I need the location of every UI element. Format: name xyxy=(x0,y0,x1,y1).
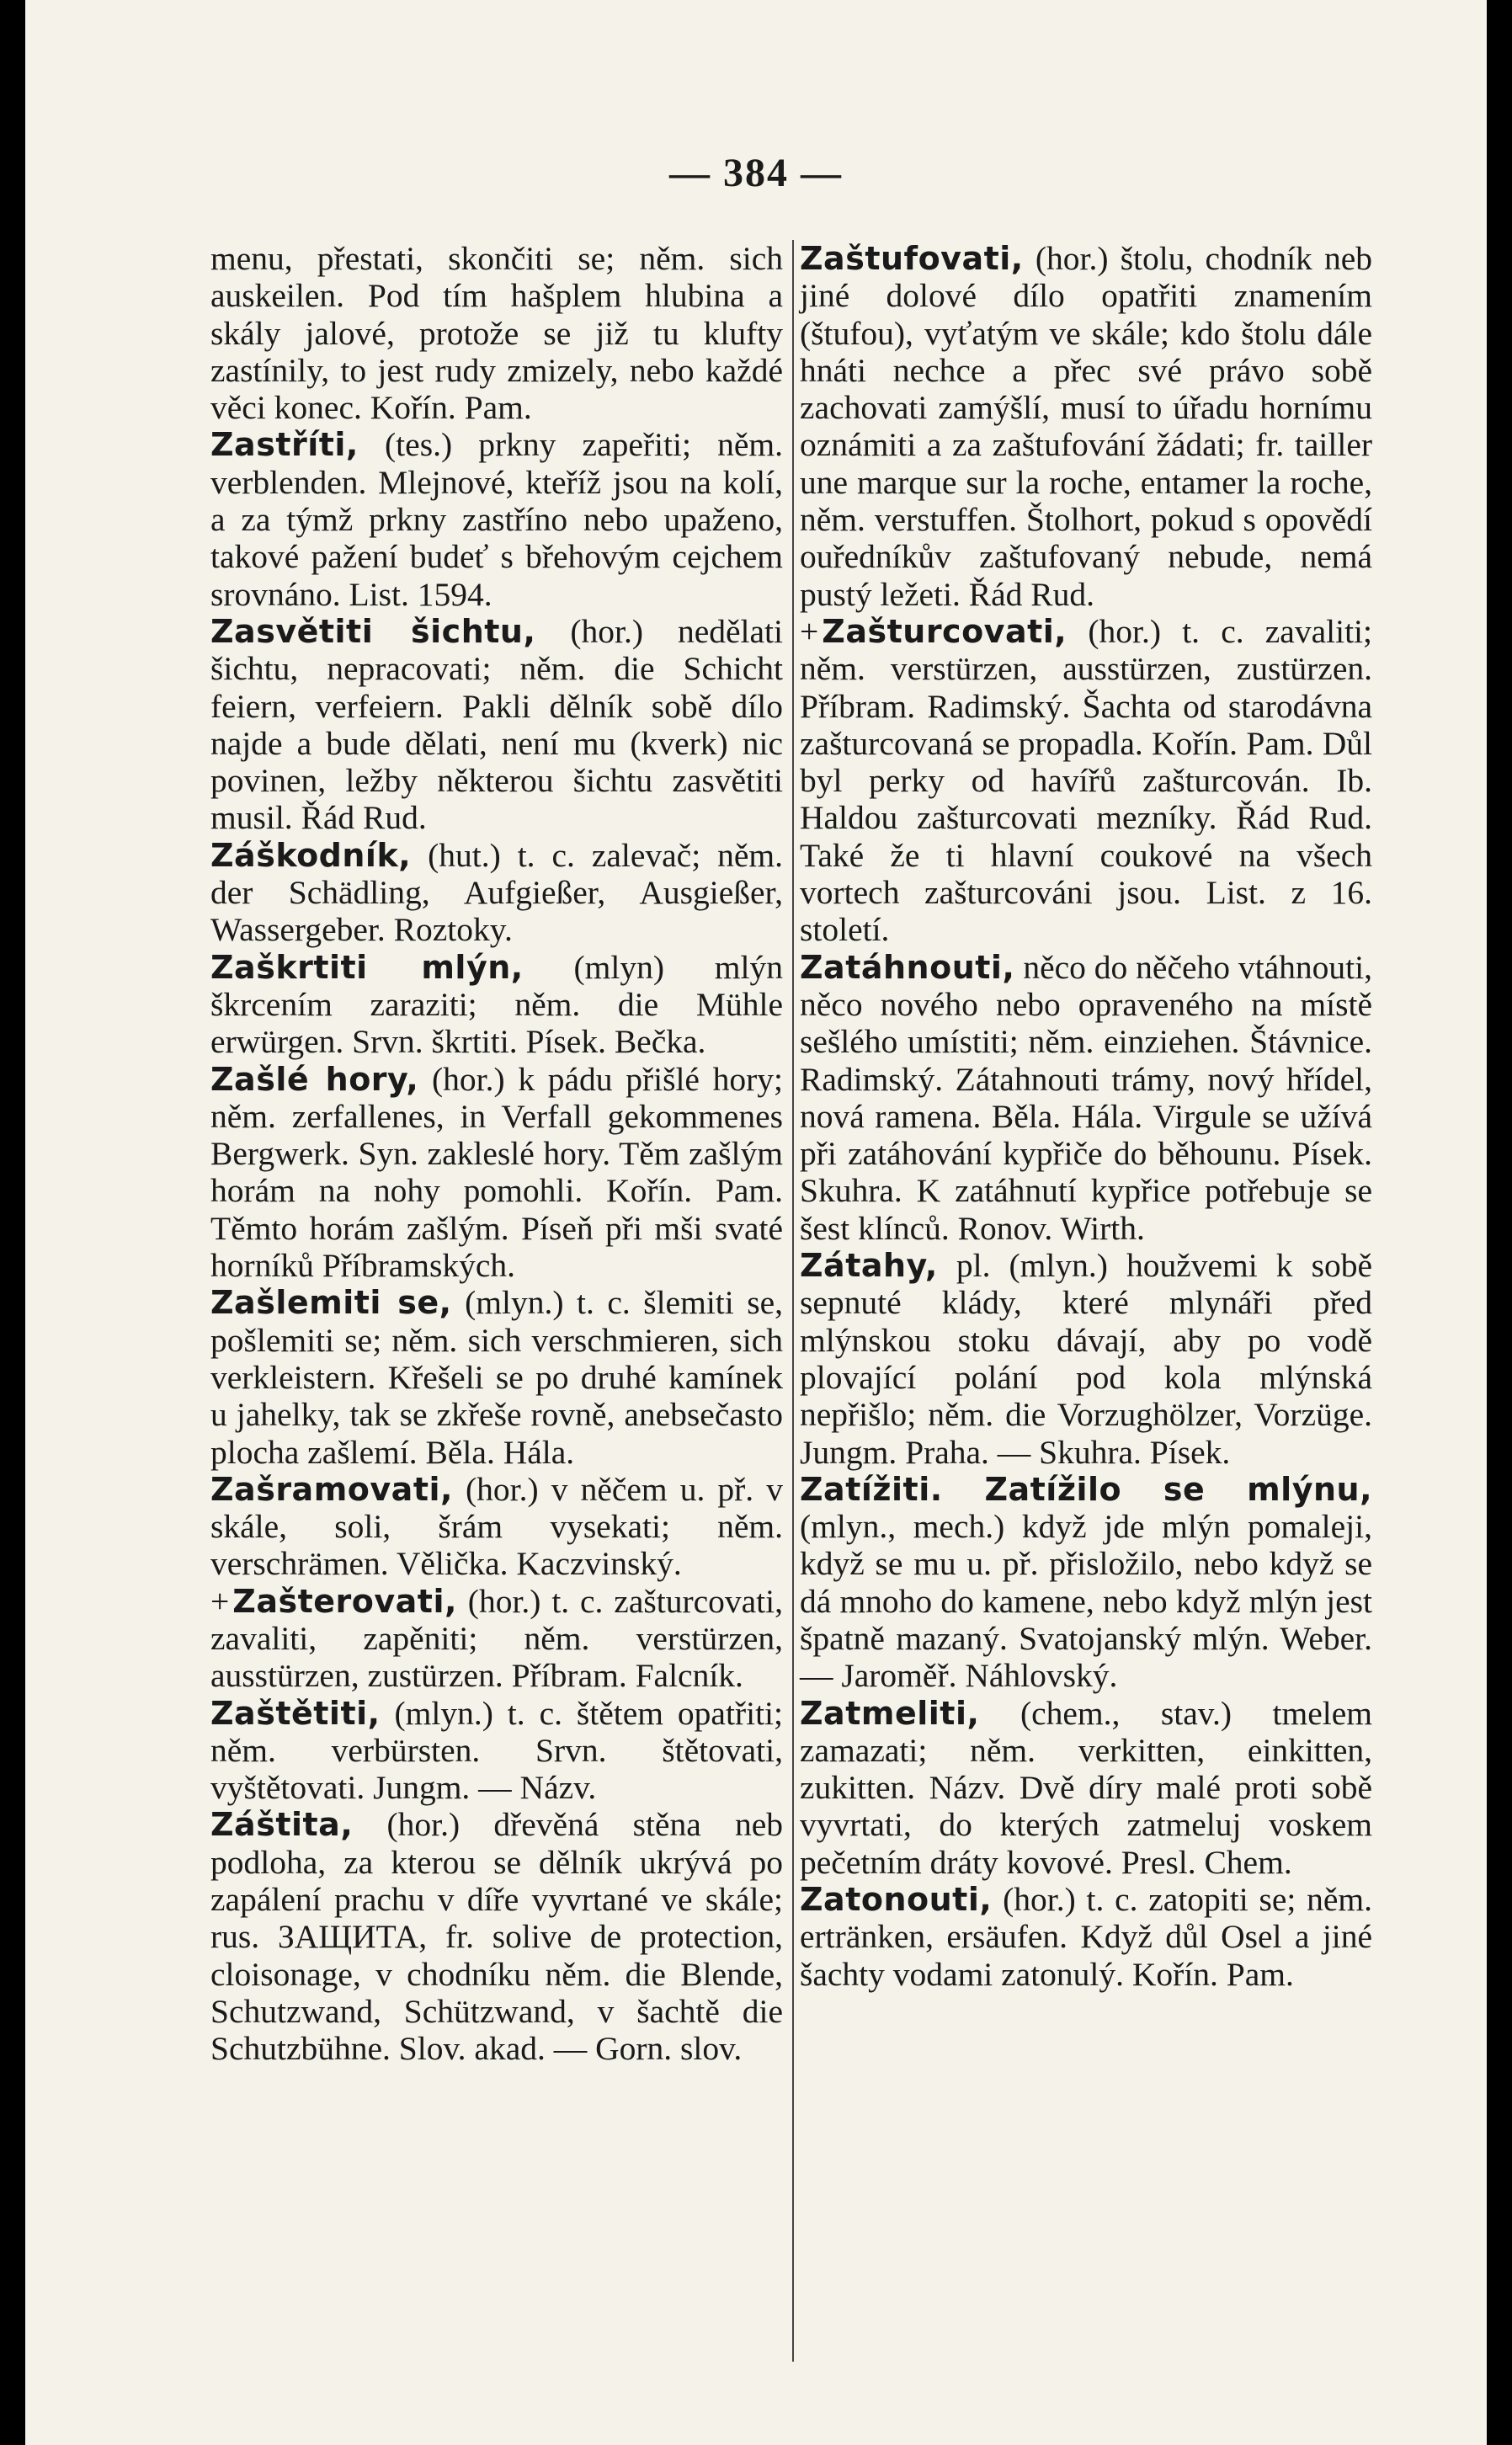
dictionary-entry xyxy=(210,613,783,837)
entry-text: menu, přestati, skončiti se; něm. sich auskeilen. Pod tím hašplem hlubina a skály jalové, protože se již tu klufty zastínily, to jest rudy zmizely, nebo každé věci konec. Kořín. Pam. xyxy=(210,240,783,427)
entry-text: (hor.) štolu, chodník neb jiné dolové dílo opatřiti znamením (štufou), vyťatým ve skále; kdo štolu dále hnáti nechce a přec své právo sobě zachovati zamýšlí, musí to úřadu hornímu oznámiti a za zaštufování žádati; fr. tailler une marque sur la roche, entamer la roche, něm. verstuffen. Štolhort, pokud s opovědí ouředníkův zaštufovaný nebude, nemá pustý ležeti. Řád Rud. xyxy=(800,240,1372,613)
entry-text: (mlyn.) t. c. štětem opatřiti; něm. verbürsten. Srvn. štětovati, vyštětovati. Jungm. — Názv. xyxy=(210,1694,783,1807)
entry-mark: + xyxy=(800,612,819,650)
dictionary-entry xyxy=(800,1881,1372,1993)
entry-headword: Zastříti, xyxy=(210,426,359,464)
dictionary-entry xyxy=(210,1583,783,1695)
dictionary-entry xyxy=(210,1284,783,1470)
entry-headword: Záštita, xyxy=(210,1806,354,1844)
entry-headword: Zaštufovati, xyxy=(800,240,1024,277)
dictionary-entry xyxy=(210,1695,783,1807)
entry-text: (tes.) prkny zapeřiti; něm. verblenden. Mlejnové, kteříž jsou na kolí, a za týmž prkny zastříno nebo upaženo, takové pažení budeť s břehovým cejchem srovnáno. List. 1594. xyxy=(210,426,783,613)
left-column xyxy=(210,240,783,2068)
entry-headword: Zašterovati, xyxy=(232,1582,457,1620)
dictionary-entry xyxy=(210,1806,783,2067)
entry-headword: Zašlemiti se, xyxy=(210,1284,452,1322)
entry-text: pl. (mlyn.) houžvemi k sobě sepnuté klády, které mlynáři před mlýnskou stoku dávají, aby po vodě plovající polání pod kola mlýnská nepřišlo; něm. die Vorzughölzer, Vorzüge. Jungm. Praha. — Skuhra. Písek. xyxy=(800,1247,1372,1471)
entry-text: (mlyn.) t. c. šlemiti se, pošlemiti se; něm. sich verschmieren, sich verkleistern. Křešeli se po druhé kamínek u jahelky, tak se zkřeše rovně, anebsečasto plocha zašlemí. Běla. Hála. xyxy=(210,1284,784,1471)
entry-headword: Zasvětiti šichtu, xyxy=(210,612,536,650)
entry-headword: Zatonouti, xyxy=(800,1881,993,1919)
dictionary-entry xyxy=(800,1471,1372,1695)
entry-text: (hor.) t. c. zašturcovati, zavaliti, zapěniti; něm. verstürzen, ausstürzen, zustürzen. Příbram. Falcník. xyxy=(210,1582,784,1695)
scan-edge-left xyxy=(0,0,25,2445)
dictionary-entry xyxy=(800,1247,1372,1471)
entry-headword: Zaštětiti, xyxy=(210,1694,381,1732)
entry-text: (hor.) dřevěná stěna neb podloha, za kterou se dělník ukrývá po zapálení prachu v díře vyvrtané ve skále; rus. ЗАЩИТА, fr. solive de protection, cloisonage, v chodníku něm. die Blende, Schutzwand, Schützwand, v šachtě die Schutzbühne. Slov. akad. — Gorn. slov. xyxy=(210,1806,784,2068)
dictionary-entry xyxy=(210,1471,783,1583)
entry-headword: Zátahy, xyxy=(800,1247,938,1285)
entry-headword: Zatížiti. Zatížilo se mlýnu, xyxy=(800,1470,1372,1508)
page-number: — 384 — xyxy=(669,151,843,195)
entry-headword: Zašlé hory, xyxy=(210,1060,419,1098)
entry-headword: Záškodník, xyxy=(210,836,412,874)
entry-text: něco do něčeho vtáhnouti, něco nového nebo opraveného na místě sešlého umístiti; něm. einziehen. Štávnice. Radimský. Zátahnouti trámy, nový hřídel, nová ramena. Běla. Hála. Virgule se užívá při zatáhování kypřiče do běhounu. Písek. Skuhra. K zatáhnutí kypřice potřebuje se šest klínců. Ronov. Wirth. xyxy=(800,948,1372,1247)
column-divider xyxy=(792,240,794,2362)
dictionary-entry xyxy=(210,837,783,949)
entry-headword: Zatmeliti, xyxy=(800,1694,980,1732)
entry-headword: Zašramovati, xyxy=(210,1470,453,1508)
entry-text: (hut.) t. c. zalevač; něm. der Schädling, Aufgießer, Ausgießer, Wassergeber. Roztoky. xyxy=(210,836,784,949)
entry-text: (hor.) t. c. zatopiti se; něm. ertränken, ersäufen. Když důl Osel a jiné šachty vodami zatonulý. Kořín. Pam. xyxy=(800,1881,1373,1993)
dictionary-entry xyxy=(210,949,783,1061)
entry-text: (hor.) nedělati šichtu, nepracovati; něm. die Schicht feiern, verfeiern. Pakli dělník sobě dílo najde a bude dělati, není mu (kverk) nic povinen, ležby některou šichtu zasvětiti musil. Řád Rud. xyxy=(210,612,783,837)
entry-text: (hor.) v něčem u. př. v skále, soli, šrám vysekati; něm. verschrämen. Vělička. Kaczvinský. xyxy=(210,1470,784,1583)
dictionary-entry xyxy=(800,949,1372,1247)
entry-headword: Zaškrtiti mlýn, xyxy=(210,948,524,986)
entry-text: (mlyn., mech.) když jde mlýn pomaleji, když se mu u. př. přisložilo, nebo když se dá mnoho do kamene, nebo když mlýn jest špatně mazaný. Svatojanský mlýn. Weber. — Jaroměř. Náhlovský. xyxy=(800,1508,1372,1695)
dictionary-entry xyxy=(210,240,783,426)
dictionary-entry xyxy=(800,613,1372,949)
entry-mark: + xyxy=(210,1582,230,1620)
entry-text: (hor.) t. c. zavaliti; něm. verstürzen, ausstürzen, zustürzen. Příbram. Radimský. Šachta od starodávna zašturcovaná se propadla. Kořín. Pam. Důl byl perky od havířů zašturcován. Ib. Haldou zašturcovati mezníky. Řád Rud. Také že ti hlavní coukové na všech vortech zašturcováni jsou. List. z 16. století. xyxy=(800,612,1372,949)
dictionary-entry xyxy=(210,1061,783,1285)
dictionary-entry xyxy=(210,426,783,612)
entry-text: (hor.) k pádu přišlé hory; něm. zerfallenes, in Verfall gekommenes Bergwerk. Syn. zakleslé hory. Těm zašlým horám na nohy pomohli. Kořín. Pam. Těmto horám zašlým. Píseň při mši svaté horníků Příbramských. xyxy=(210,1060,784,1285)
dictionary-entry xyxy=(800,1695,1372,1881)
entry-text: (chem., stav.) tmelem zamazati; něm. verkitten, einkitten, zukitten. Názv. Dvě díry malé proti sobě vyvrtati, do kterých zatmeluj voskem pečetním dráty kovové. Presl. Chem. xyxy=(800,1694,1372,1881)
scan-edge-right xyxy=(1487,0,1512,2445)
dictionary-entry xyxy=(800,240,1372,613)
entry-headword: Zašturcovati, xyxy=(822,612,1067,650)
entry-headword: Zatáhnouti, xyxy=(800,948,1015,986)
entry-text: (mlyn) mlýn škrcením zaraziti; něm. die Mühle erwürgen. Srvn. škrtiti. Písek. Bečka. xyxy=(210,948,783,1061)
right-column xyxy=(800,240,1372,1993)
